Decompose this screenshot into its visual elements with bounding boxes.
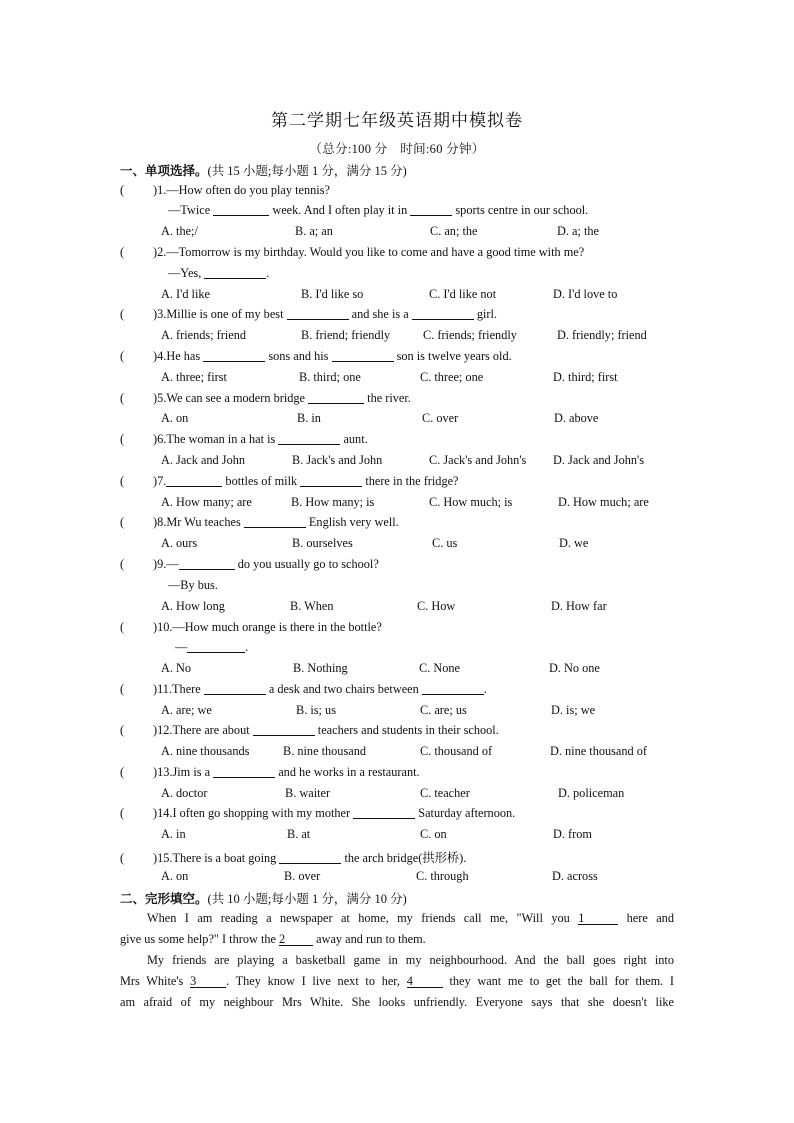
answer-paren[interactable]: ( bbox=[120, 682, 125, 696]
question-10: ( )10.—How much orange is there in the bottle? bbox=[120, 620, 382, 634]
question-12-options bbox=[161, 744, 681, 760]
option-b[interactable]: B. How many; is bbox=[291, 495, 375, 509]
option-c[interactable]: C. I'd like not bbox=[429, 287, 497, 301]
question-10-line-2: — . bbox=[175, 640, 249, 654]
option-a[interactable]: A. are; we bbox=[161, 703, 212, 717]
passage-line: My friends are playing a basketball game in my neighbourhood. And the ball goes right into bbox=[147, 953, 674, 967]
question-5-options bbox=[161, 411, 681, 427]
option-a[interactable]: A. on bbox=[161, 411, 189, 425]
section-2-note: (共 10 小题;每小题 1 分，满分 10 分) bbox=[207, 892, 407, 906]
option-a[interactable]: A. the;/ bbox=[161, 224, 198, 238]
answer-paren[interactable]: ( bbox=[120, 765, 125, 779]
section-1-heading bbox=[120, 161, 407, 179]
option-a[interactable]: A. How many; are bbox=[161, 495, 252, 509]
question-1-options bbox=[161, 224, 681, 240]
passage-line: Mrs White's 3 . They know I live next to her, 4 they want me to get the ball for them. I bbox=[120, 973, 675, 988]
blank[interactable] bbox=[187, 640, 245, 653]
option-c[interactable]: C. How bbox=[417, 599, 456, 613]
option-b[interactable]: B. a; an bbox=[295, 224, 333, 238]
question-8-options bbox=[161, 536, 681, 552]
question-2: ( )2.—Tomorrow is my birthday. Would you like to come and have a good time with me? bbox=[120, 245, 585, 259]
answer-paren[interactable]: ( bbox=[120, 557, 125, 571]
option-d[interactable]: D. across bbox=[552, 869, 598, 883]
option-d[interactable]: D. above bbox=[554, 411, 599, 425]
option-c[interactable]: C. How much; is bbox=[429, 495, 513, 509]
option-d[interactable]: D. policeman bbox=[558, 786, 625, 800]
question-9-options bbox=[161, 599, 681, 615]
blank[interactable] bbox=[412, 307, 474, 320]
option-b[interactable]: B. in bbox=[297, 411, 321, 425]
answer-paren[interactable]: ( bbox=[120, 851, 125, 865]
blank[interactable] bbox=[166, 474, 222, 487]
blank[interactable] bbox=[213, 765, 275, 778]
question-3-options bbox=[161, 328, 681, 344]
blank[interactable] bbox=[204, 682, 266, 695]
question-1: ( )1.—How often do you play tennis? bbox=[120, 183, 330, 197]
question-2-line-2: —Yes, . bbox=[168, 266, 270, 280]
blank[interactable] bbox=[204, 266, 266, 279]
section-1-note: (共 15 小题;每小题 1 分，满分 15 分) bbox=[207, 164, 407, 178]
question-6-options bbox=[161, 453, 681, 469]
option-d[interactable]: D. third; first bbox=[553, 370, 618, 384]
question-3: ( )3.Millie is one of my best and she is a girl. bbox=[120, 307, 497, 321]
answer-paren[interactable]: ( bbox=[120, 806, 125, 820]
option-a[interactable]: A. doctor bbox=[161, 786, 208, 800]
option-c[interactable]: C. through bbox=[416, 869, 469, 883]
option-b[interactable]: B. friend; friendly bbox=[301, 328, 391, 342]
option-a[interactable]: A. friends; friend bbox=[161, 328, 247, 342]
option-b[interactable]: B. is; us bbox=[296, 703, 336, 717]
option-b[interactable]: B. Nothing bbox=[293, 661, 348, 675]
section-1-title: 一、单项选择。 bbox=[120, 163, 208, 178]
option-b[interactable]: B. Jack's and John bbox=[292, 453, 383, 467]
question-10-options bbox=[161, 661, 681, 677]
blank[interactable] bbox=[213, 203, 269, 216]
question-11-options bbox=[161, 703, 681, 719]
question-14-options bbox=[161, 827, 681, 843]
passage-line: am afraid of my neighbour Mrs White. She looks unfriendly. Everyone says that she doesn't like bbox=[120, 994, 674, 1009]
blank[interactable] bbox=[179, 557, 235, 570]
question-6: ( )6.The woman in a hat is aunt. bbox=[120, 432, 368, 446]
page-subtitle: （总分:100 分 时间:60 分钟） bbox=[309, 142, 485, 156]
passage-line: give us some help?" I throw the 2 away and run to them. bbox=[120, 931, 426, 946]
option-a[interactable]: A. Jack and John bbox=[161, 453, 246, 467]
option-c[interactable]: C. an; the bbox=[430, 224, 478, 238]
option-c[interactable]: C. are; us bbox=[420, 703, 467, 717]
blank[interactable] bbox=[353, 806, 415, 819]
option-c[interactable]: C. Jack's and John's bbox=[429, 453, 527, 467]
question-15: ( )15.There is a boat going the arch bridge(拱形桥). bbox=[120, 851, 467, 865]
option-b[interactable]: B. When bbox=[290, 599, 334, 613]
option-b[interactable]: B. I'd like so bbox=[301, 287, 364, 301]
blank[interactable] bbox=[422, 682, 484, 695]
question-9: ( )9.— do you usually go to school? bbox=[120, 557, 379, 571]
blank[interactable] bbox=[332, 349, 394, 362]
option-d[interactable]: D. from bbox=[553, 827, 592, 841]
option-d[interactable]: D. nine thousand of bbox=[550, 744, 647, 758]
answer-paren[interactable]: ( bbox=[120, 391, 125, 405]
answer-paren[interactable]: ( bbox=[120, 620, 125, 634]
answer-paren[interactable]: ( bbox=[120, 432, 125, 446]
option-a[interactable]: A. on bbox=[161, 869, 189, 883]
option-a[interactable]: A. three; first bbox=[161, 370, 227, 384]
option-b[interactable]: B. nine thousand bbox=[283, 744, 366, 758]
option-b[interactable]: B. third; one bbox=[299, 370, 361, 384]
option-b[interactable]: B. ourselves bbox=[292, 536, 353, 550]
blank[interactable] bbox=[287, 307, 349, 320]
option-d[interactable]: D. friendly; friend bbox=[557, 328, 647, 342]
option-d[interactable]: D. No one bbox=[549, 661, 600, 675]
question-9-line-2: —By bus. bbox=[168, 578, 218, 592]
blank[interactable] bbox=[308, 391, 364, 404]
option-b[interactable]: B. waiter bbox=[285, 786, 331, 800]
option-d[interactable]: D. I'd love to bbox=[553, 287, 618, 301]
question-7-options bbox=[161, 495, 681, 511]
option-a[interactable]: A. No bbox=[161, 661, 192, 675]
option-a[interactable]: A. I'd like bbox=[161, 287, 211, 301]
answer-paren[interactable]: ( bbox=[120, 723, 125, 737]
question-13: ( )13.Jim is a and he works in a restaurant. bbox=[120, 765, 420, 779]
blank[interactable] bbox=[203, 349, 265, 362]
option-b[interactable]: B. at bbox=[287, 827, 311, 841]
option-c[interactable]: C. teacher bbox=[420, 786, 470, 800]
answer-paren[interactable]: ( bbox=[120, 515, 125, 529]
blank[interactable] bbox=[279, 851, 341, 864]
option-a[interactable]: A. ours bbox=[161, 536, 198, 550]
option-c[interactable]: C. thousand of bbox=[420, 744, 493, 758]
cloze-blank-4[interactable]: 4 bbox=[407, 975, 443, 988]
passage-paragraph-2 bbox=[120, 950, 674, 1012]
option-d[interactable]: D. is; we bbox=[551, 703, 596, 717]
option-a[interactable]: A. in bbox=[161, 827, 186, 841]
passage-line: When I am reading a newspaper at home, my friends call me, "Will you 1 here and bbox=[147, 911, 674, 925]
option-c[interactable]: C. friends; friendly bbox=[423, 328, 517, 342]
question-1-line-2: —Twice week. And I often play it in sports centre in our school. bbox=[168, 203, 589, 217]
section-2-heading bbox=[120, 889, 407, 907]
option-c[interactable]: C. None bbox=[419, 661, 460, 675]
blank[interactable] bbox=[253, 723, 315, 736]
question-4: ( )4.He has sons and his son is twelve years old. bbox=[120, 349, 512, 363]
question-12: ( )12.There are about teachers and students in their school. bbox=[120, 723, 499, 737]
option-c[interactable]: C. over bbox=[422, 411, 459, 425]
question-11: ( )11.There a desk and two chairs between . bbox=[120, 682, 487, 696]
answer-paren[interactable]: ( bbox=[120, 307, 125, 321]
answer-paren[interactable]: ( bbox=[120, 349, 125, 363]
section-2-title: 二、完形填空。 bbox=[120, 891, 208, 906]
option-a[interactable]: A. How long bbox=[161, 599, 225, 613]
option-a[interactable]: A. nine thousands bbox=[161, 744, 250, 758]
question-5: ( )5.We can see a modern bridge the river. bbox=[120, 391, 411, 405]
answer-paren[interactable]: ( bbox=[120, 474, 125, 488]
option-d[interactable]: D. we bbox=[559, 536, 589, 550]
page-title: 第二学期七年级英语期中模拟卷 bbox=[271, 111, 523, 131]
question-13-options bbox=[161, 786, 681, 802]
answer-paren[interactable]: ( bbox=[120, 245, 125, 259]
question-4-options bbox=[161, 370, 681, 386]
option-d[interactable]: D. How much; are bbox=[558, 495, 649, 509]
question-2-options bbox=[161, 287, 681, 303]
blank[interactable] bbox=[300, 474, 362, 487]
cloze-blank-1[interactable]: 1 bbox=[578, 912, 618, 925]
option-d[interactable]: D. a; the bbox=[557, 224, 600, 238]
option-d[interactable]: D. How far bbox=[551, 599, 607, 613]
blank[interactable] bbox=[410, 203, 452, 216]
answer-paren[interactable]: ( bbox=[120, 183, 125, 197]
option-b[interactable]: B. over bbox=[284, 869, 321, 883]
question-15-options bbox=[161, 869, 681, 885]
option-c[interactable]: C. on bbox=[420, 827, 447, 841]
passage-paragraph-1 bbox=[120, 908, 674, 950]
question-8: ( )8.Mr Wu teaches English very well. bbox=[120, 515, 399, 529]
question-7: ( )7. bottles of milk there in the fridge? bbox=[120, 474, 459, 488]
question-14: ( )14.I often go shopping with my mother Saturday afternoon. bbox=[120, 806, 516, 820]
blank[interactable] bbox=[278, 432, 340, 445]
blank[interactable] bbox=[244, 515, 306, 528]
option-c[interactable]: C. three; one bbox=[420, 370, 484, 384]
option-d[interactable]: D. Jack and John's bbox=[553, 453, 645, 467]
cloze-blank-2[interactable]: 2 bbox=[279, 933, 313, 946]
cloze-blank-3[interactable]: 3 bbox=[190, 975, 226, 988]
option-c[interactable]: C. us bbox=[432, 536, 458, 550]
